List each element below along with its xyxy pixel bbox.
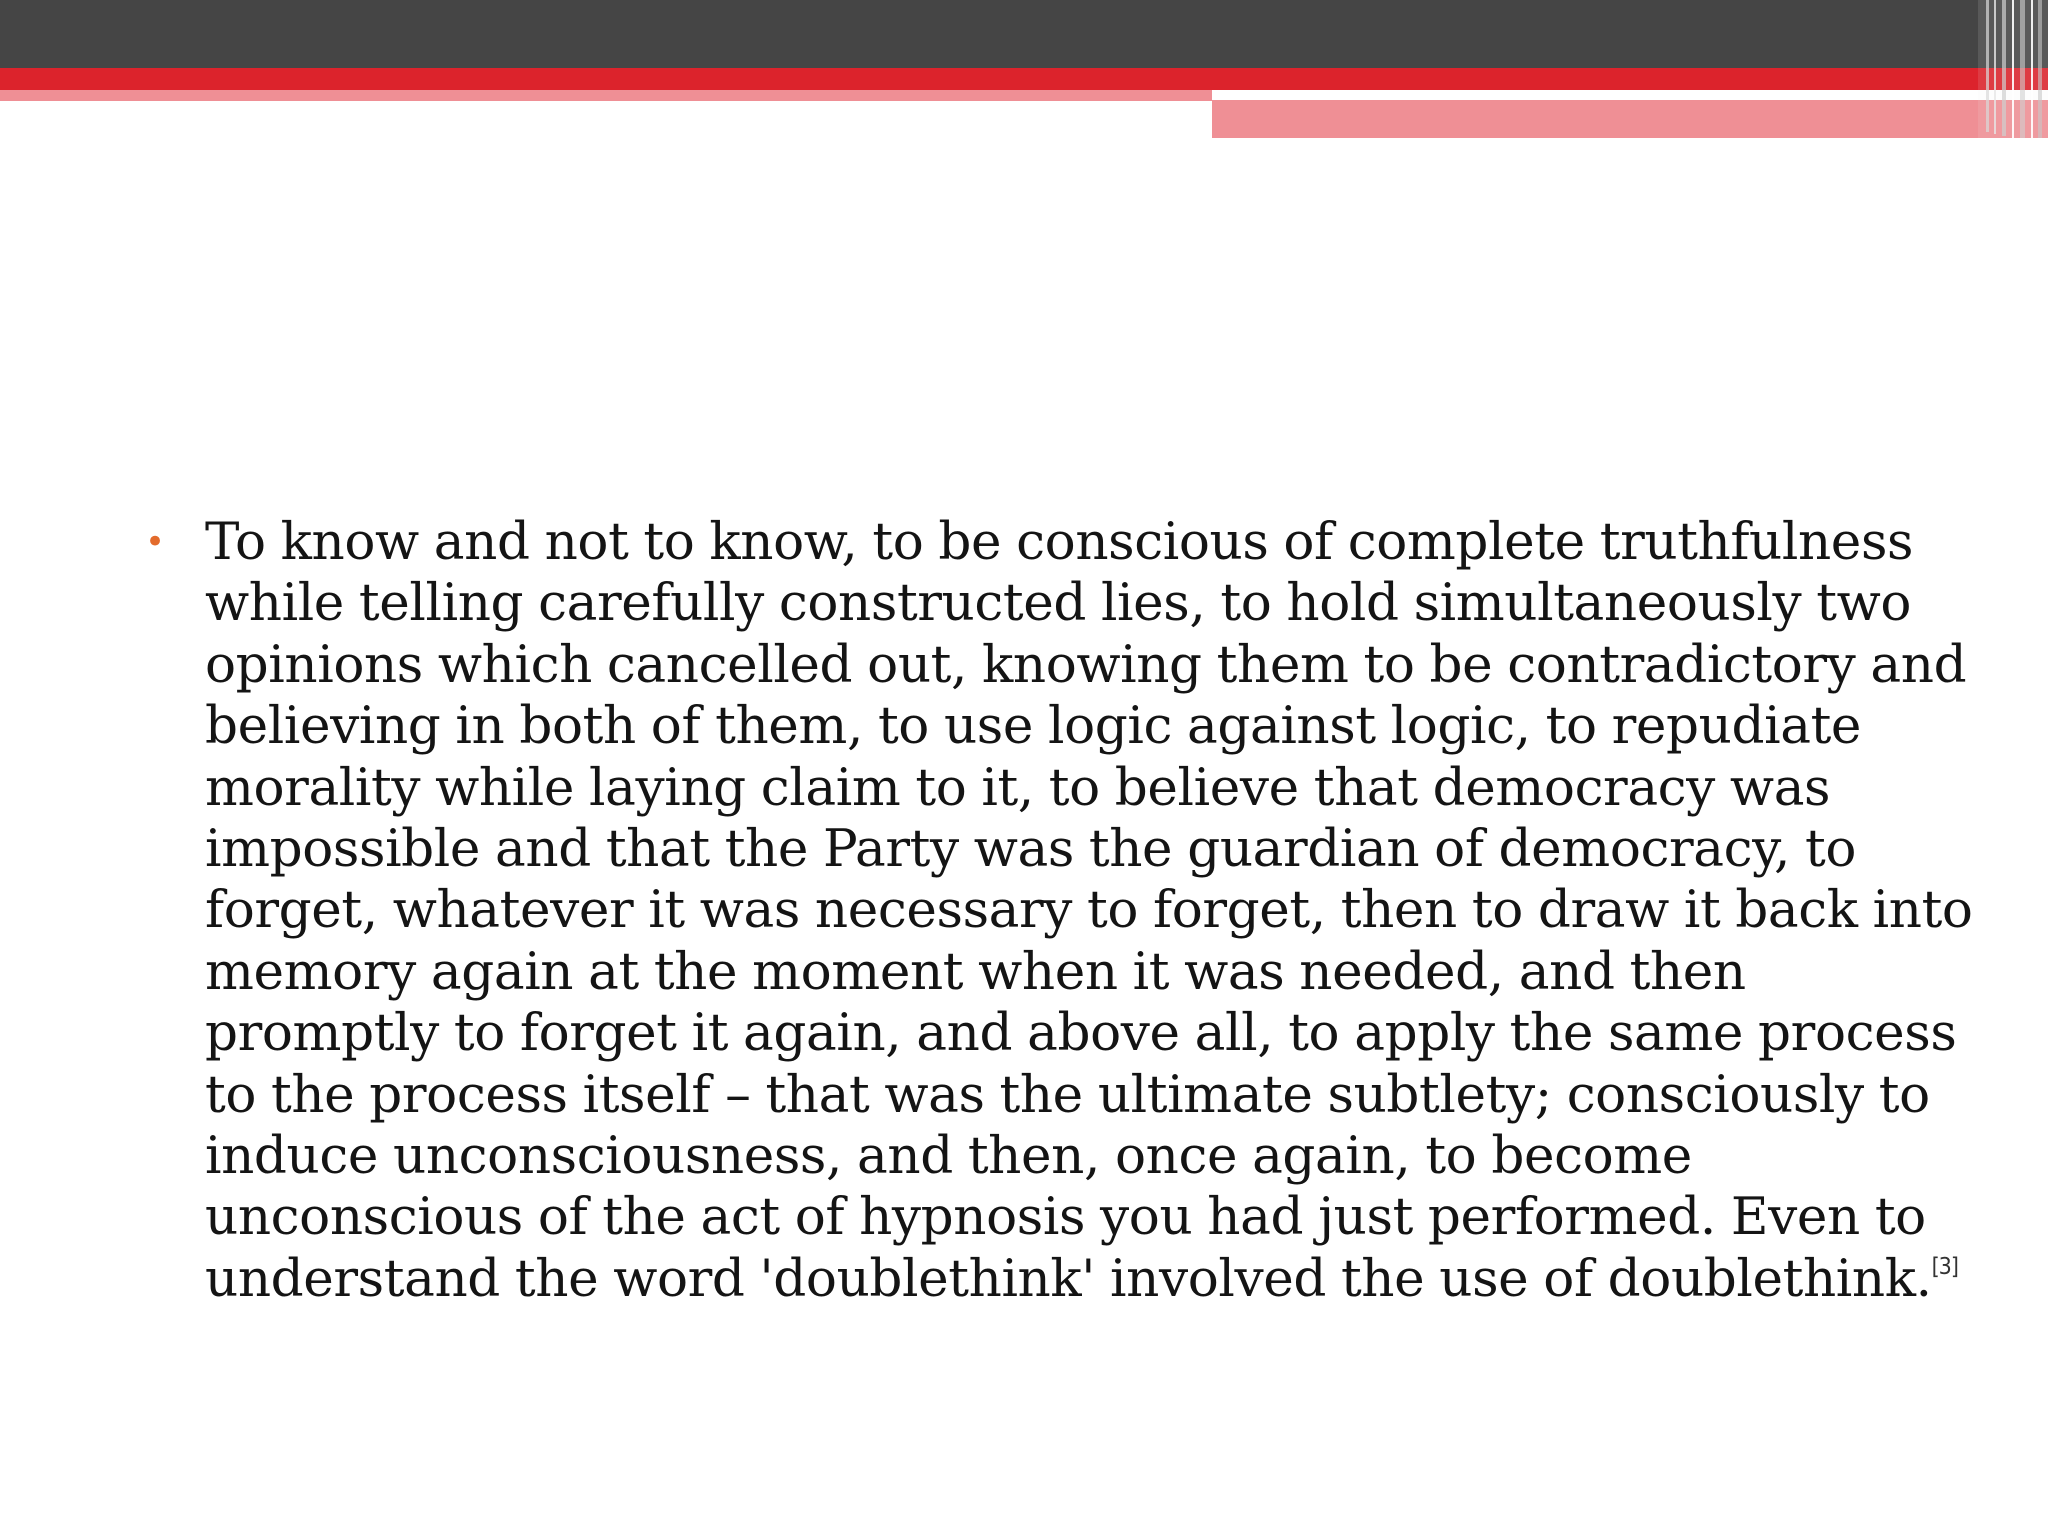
header-dark-band <box>0 0 2048 68</box>
header-stripes-decoration <box>1978 0 2048 138</box>
text-line: forget, whatever it was necessary to forget, then to draw it back into <box>205 880 1973 941</box>
header-red-band <box>0 68 2048 90</box>
text-line: impossible and that the Party was the guardian of democracy, to <box>205 819 1856 880</box>
text-line: opinions which cancelled out, knowing them to be contradictory and <box>205 634 1967 695</box>
bullet-dot-icon: • <box>145 522 165 562</box>
text-line: to the process itself – that was the ultimate subtlety; consciously to <box>205 1064 1930 1125</box>
text-line: unconscious of the act of hypnosis you had just performed. Even to <box>205 1187 1926 1248</box>
text-line: morality while laying claim to it, to believe that democracy was <box>205 757 1831 818</box>
text-line: believing in both of them, to use logic against logic, to repudiate <box>205 696 1862 757</box>
bullet-point <box>145 512 1973 1310</box>
header-pink-block <box>1212 100 2048 138</box>
header-pink-strip <box>0 90 1212 101</box>
text-line: while telling carefully constructed lies, to hold simultaneously two <box>205 573 1912 634</box>
text-line-last <box>205 1248 1958 1310</box>
text-line: induce unconsciousness, and then, once again, to become <box>205 1126 1692 1187</box>
text-line: promptly to forget it again, and above all, to apply the same process <box>205 1003 1957 1064</box>
text-line: memory again at the moment when it was needed, and then <box>205 941 1746 1002</box>
text-line: To know and not to know, to be conscious of complete truthfulness <box>205 512 1914 572</box>
slide-body <box>145 512 1973 1310</box>
text-line-final-content: understand the word 'doublethink' involved the use of doublethink. <box>205 1248 1932 1309</box>
footnote-reference[interactable]: [3] <box>1931 1253 1958 1280</box>
